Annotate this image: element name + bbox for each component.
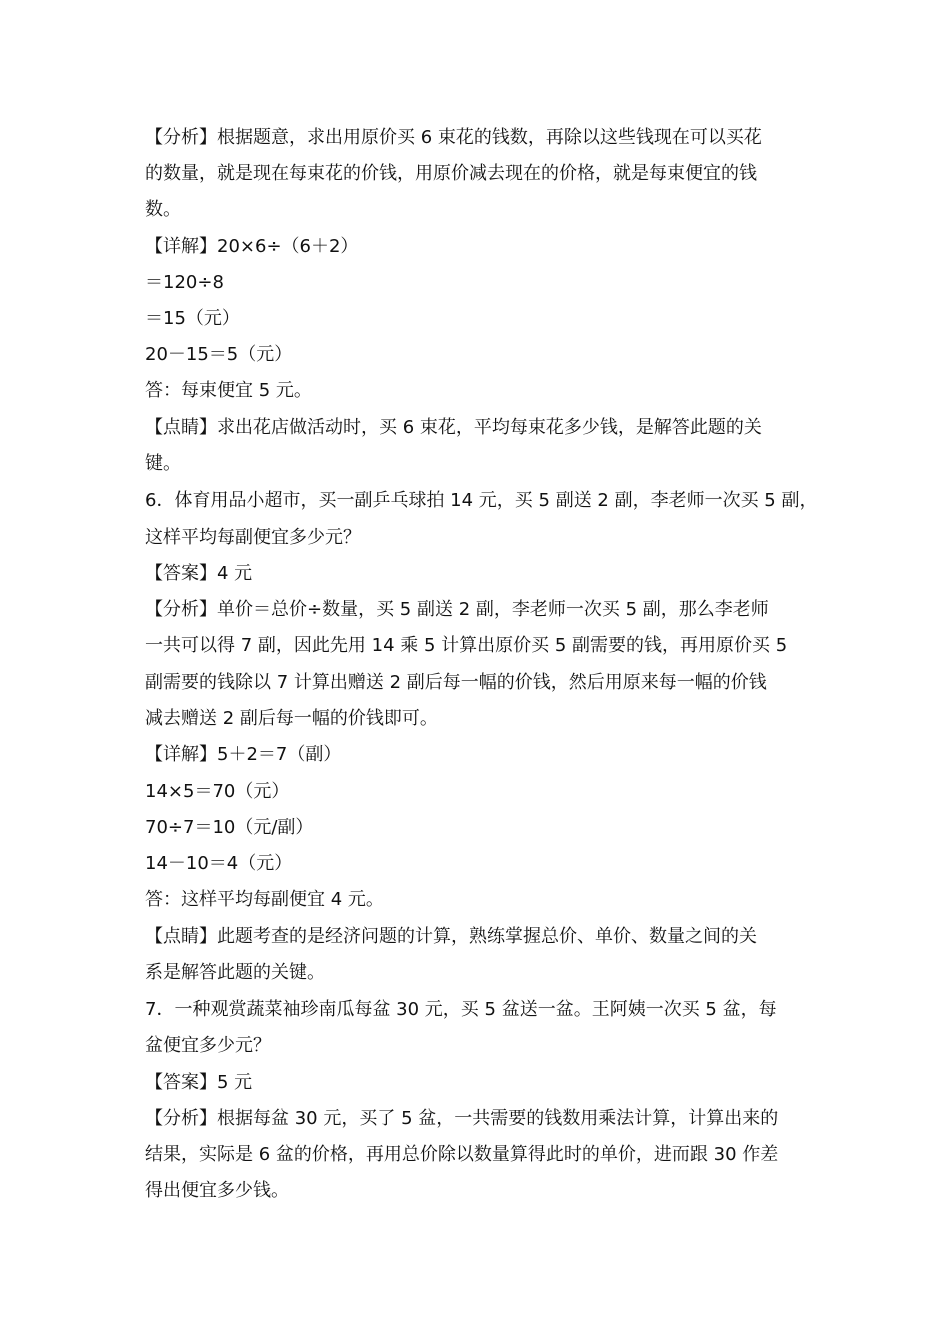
analysis-line-3: 副需要的钱除以 7 计算出赠送 2 副后每一幅的价钱，然后用原来每一幅的价钱 xyxy=(145,672,767,693)
analysis-line-1: 【分析】单价＝总价÷数量，买 5 副送 2 副，李老师一次买 5 副，那么李老师 xyxy=(145,599,769,620)
answer-label-line: 【答案】4 元 xyxy=(145,563,253,584)
analysis-line-1: 【分析】根据每盆 30 元，买了 5 盆，一共需要的钱数用乘法计算，计算出来的 xyxy=(145,1108,779,1129)
solution-step-line: 14－10＝4（元） xyxy=(145,853,293,874)
comment-line-2: 系是解答此题的关键。 xyxy=(145,962,325,983)
question-7-line-2: 盆便宜多少元？ xyxy=(145,1035,271,1056)
comment-line-1: 【点睛】此题考查的是经济问题的计算，熟练掌握总价、单价、数量之间的关 xyxy=(145,926,757,947)
analysis-line-1: 【分析】根据题意，求出用原价买 6 束花的钱数，再除以这些钱现在可以买花 xyxy=(145,127,762,148)
solution-step-line: ＝120÷8 xyxy=(145,272,224,293)
answer-label-line: 【答案】5 元 xyxy=(145,1072,253,1093)
analysis-line-2: 的数量，就是现在每束花的价钱，用原价减去现在的价格，就是每束便宜的钱 xyxy=(145,163,757,184)
solution-step-line: ＝15（元） xyxy=(145,308,240,329)
solution-heading-line: 【详解】5＋2＝7（副） xyxy=(145,744,342,765)
question-6-line-2: 这样平均每副便宜多少元？ xyxy=(145,527,361,548)
question-7-line-1: 7．一种观赏蔬菜袖珍南瓜每盆 30 元，买 5 盆送一盆。王阿姨一次买 5 盆，每 xyxy=(145,999,777,1020)
comment-line-1: 【点睛】求出花店做活动时，买 6 束花，平均每束花多少钱，是解答此题的关 xyxy=(145,417,762,438)
solution-heading-line: 【详解】20×6÷（6＋2） xyxy=(145,236,359,257)
analysis-line-3: 得出便宜多少钱。 xyxy=(145,1180,289,1201)
analysis-line-2: 一共可以得 7 副，因此先用 14 乘 5 计算出原价买 5 副需要的钱，再用原价买 5 xyxy=(145,635,788,656)
solution-step-line: 20－15＝5（元） xyxy=(145,344,293,365)
analysis-line-2: 结果，实际是 6 盆的价格，再用总价除以数量算得此时的单价，进而跟 30 作差 xyxy=(145,1144,779,1165)
question-6-line-1: 6．体育用品小超市，买一副乒乓球拍 14 元，买 5 副送 2 副，李老师一次买 5 副， xyxy=(145,490,818,511)
answer-line: 答：每束便宜 5 元。 xyxy=(145,380,312,401)
comment-line-2: 键。 xyxy=(145,453,181,474)
solution-step-line: 14×5＝70（元） xyxy=(145,781,290,802)
analysis-line-3: 数。 xyxy=(145,199,181,220)
analysis-line-4: 减去赠送 2 副后每一幅的价钱即可。 xyxy=(145,708,438,729)
answer-line: 答：这样平均每副便宜 4 元。 xyxy=(145,889,384,910)
solution-step-line: 70÷7＝10（元/副） xyxy=(145,817,314,838)
